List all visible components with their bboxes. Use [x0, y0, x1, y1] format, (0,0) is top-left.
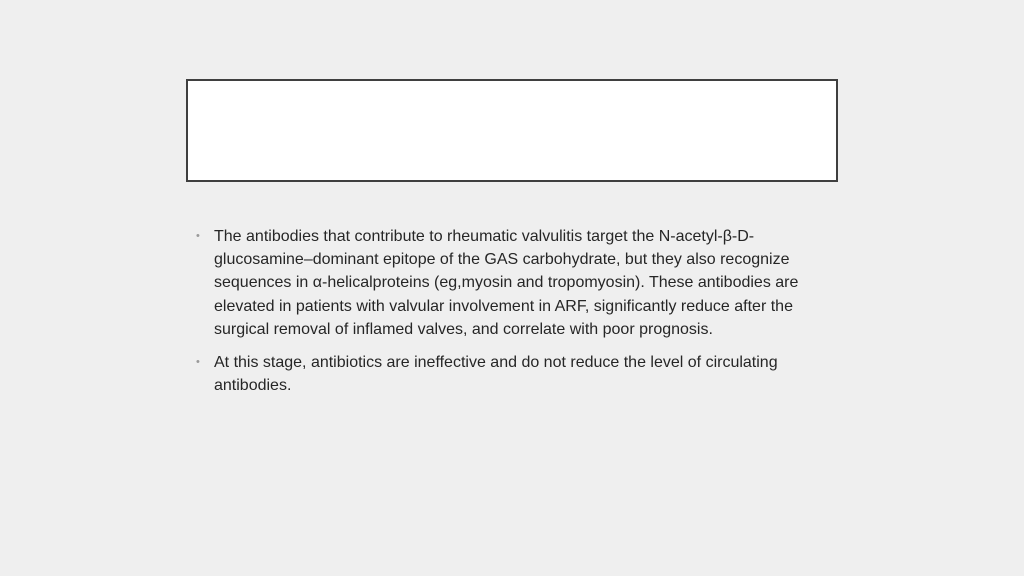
bullet-list — [196, 225, 836, 407]
bullet-item-2 — [196, 351, 836, 397]
bullet-text-1: The antibodies that contribute to rheumatic valvulitis target the N-acetyl-β-D-glucosamine–dominant epitope of the GAS carbohydrate, but they also recognize sequences in α-helicalproteins (eg,myosin and tropomyosin). These antibodies are elevated in patients with valvular involvement in ARF, significantly reduce after the surgical removal of inflamed valves, and correlate with poor prognosis. — [214, 228, 799, 338]
title-placeholder — [186, 79, 838, 182]
bullet-dot-icon: • — [196, 356, 200, 369]
bullet-dot-icon: • — [196, 230, 200, 242]
bullet-item-1 — [196, 225, 836, 341]
bullet-text-2: At this stage, antibiotics are ineffective and do not reduce the level of circulating antibodies. — [214, 354, 778, 395]
